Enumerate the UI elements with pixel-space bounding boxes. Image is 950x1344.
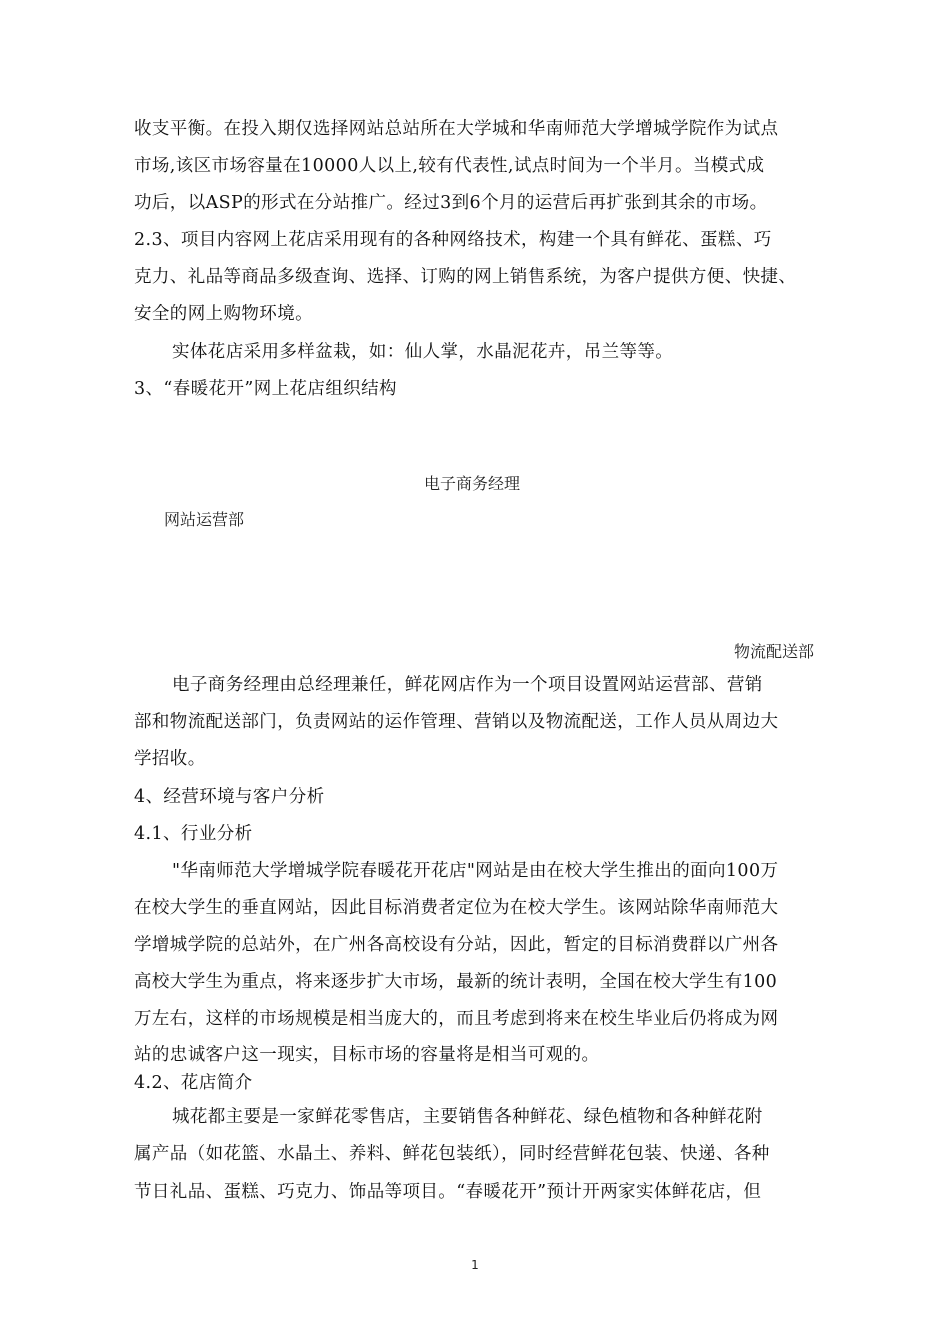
paragraph-line: 高校大学生为重点，将来逐步扩大市场，最新的统计表明，全国在校大学生有100 xyxy=(134,972,778,992)
section-4-2-heading: 4.2、花店简介 xyxy=(134,1073,253,1093)
paragraph-line: 学增城学院的总站外，在广州各高校设有分站，因此，暂定的目标消费群以广州各 xyxy=(134,935,779,955)
section-4-heading: 4、经营环境与客户分析 xyxy=(134,787,325,807)
paragraph-line: 功后，以ASP的形式在分站推广。经过3到6个月的运营后再扩张到其余的市场。 xyxy=(134,193,768,213)
section-3-heading: 3、“春暖花开”网上花店组织结构 xyxy=(134,379,397,399)
paragraph-line: 城花都主要是一家鲜花零售店，主要销售各种鲜花、绿色植物和各种鲜花附 xyxy=(172,1107,763,1127)
paragraph-line: 市场,该区市场容量在10000人以上,较有代表性,试点时间为一个半月。当模式成 xyxy=(134,156,765,176)
section-2-3-heading-line: 2.3、项目内容网上花店采用现有的各种网络技术，构建一个具有鲜花、蛋糕、巧 xyxy=(134,230,772,250)
paragraph-line: 万左右，这样的市场规模是相当庞大的，而且考虑到将来在校生毕业后仍将成为网 xyxy=(134,1009,779,1029)
org-chart-left-label: 网站运营部 xyxy=(164,510,245,529)
org-chart-right-label: 物流配送部 xyxy=(734,642,815,661)
page-number: 1 xyxy=(471,1258,479,1272)
paragraph-line: 电子商务经理由总经理兼任，鲜花网店作为一个项目设置网站运营部、营销 xyxy=(172,675,763,695)
paragraph-line: 在校大学生的垂直网站，因此目标消费者定位为在校大学生。该网站除华南师范大 xyxy=(134,898,779,918)
paragraph-line: 节日礼品、蛋糕、巧克力、饰品等项目。“春暖花开”预计开两家实体鲜花店，但 xyxy=(134,1182,762,1202)
paragraph-line: "华南师范大学增城学院春暖花开花店"网站是由在校大学生推出的面向100万 xyxy=(172,861,779,881)
org-chart-top-label: 电子商务经理 xyxy=(424,474,521,493)
paragraph-line: 学招收。 xyxy=(134,749,206,769)
paragraph-line: 克力、礼品等商品多级查询、选择、订购的网上销售系统，为客户提供方便、快捷、 xyxy=(134,267,797,287)
paragraph-line: 安全的网上购物环境。 xyxy=(134,304,313,324)
paragraph-line: 部和物流配送部门，负责网站的运作管理、营销以及物流配送，工作人员从周边大 xyxy=(134,712,779,732)
paragraph-line: 收支平衡。在投入期仅选择网站总站所在大学城和华南师范大学增城学院作为试点 xyxy=(134,119,779,139)
section-4-1-heading: 4.1、行业分析 xyxy=(134,824,253,844)
paragraph-line: 属产品（如花篮、水晶土、养料、鲜花包装纸），同时经营鲜花包装、快递、各种 xyxy=(134,1144,770,1164)
paragraph-line: 实体花店采用多样盆栽，如：仙人掌，水晶泥花卉，吊兰等等。 xyxy=(172,342,674,362)
paragraph-line: 站的忠诚客户这一现实，目标市场的容量将是相当可观的。 xyxy=(134,1045,600,1065)
